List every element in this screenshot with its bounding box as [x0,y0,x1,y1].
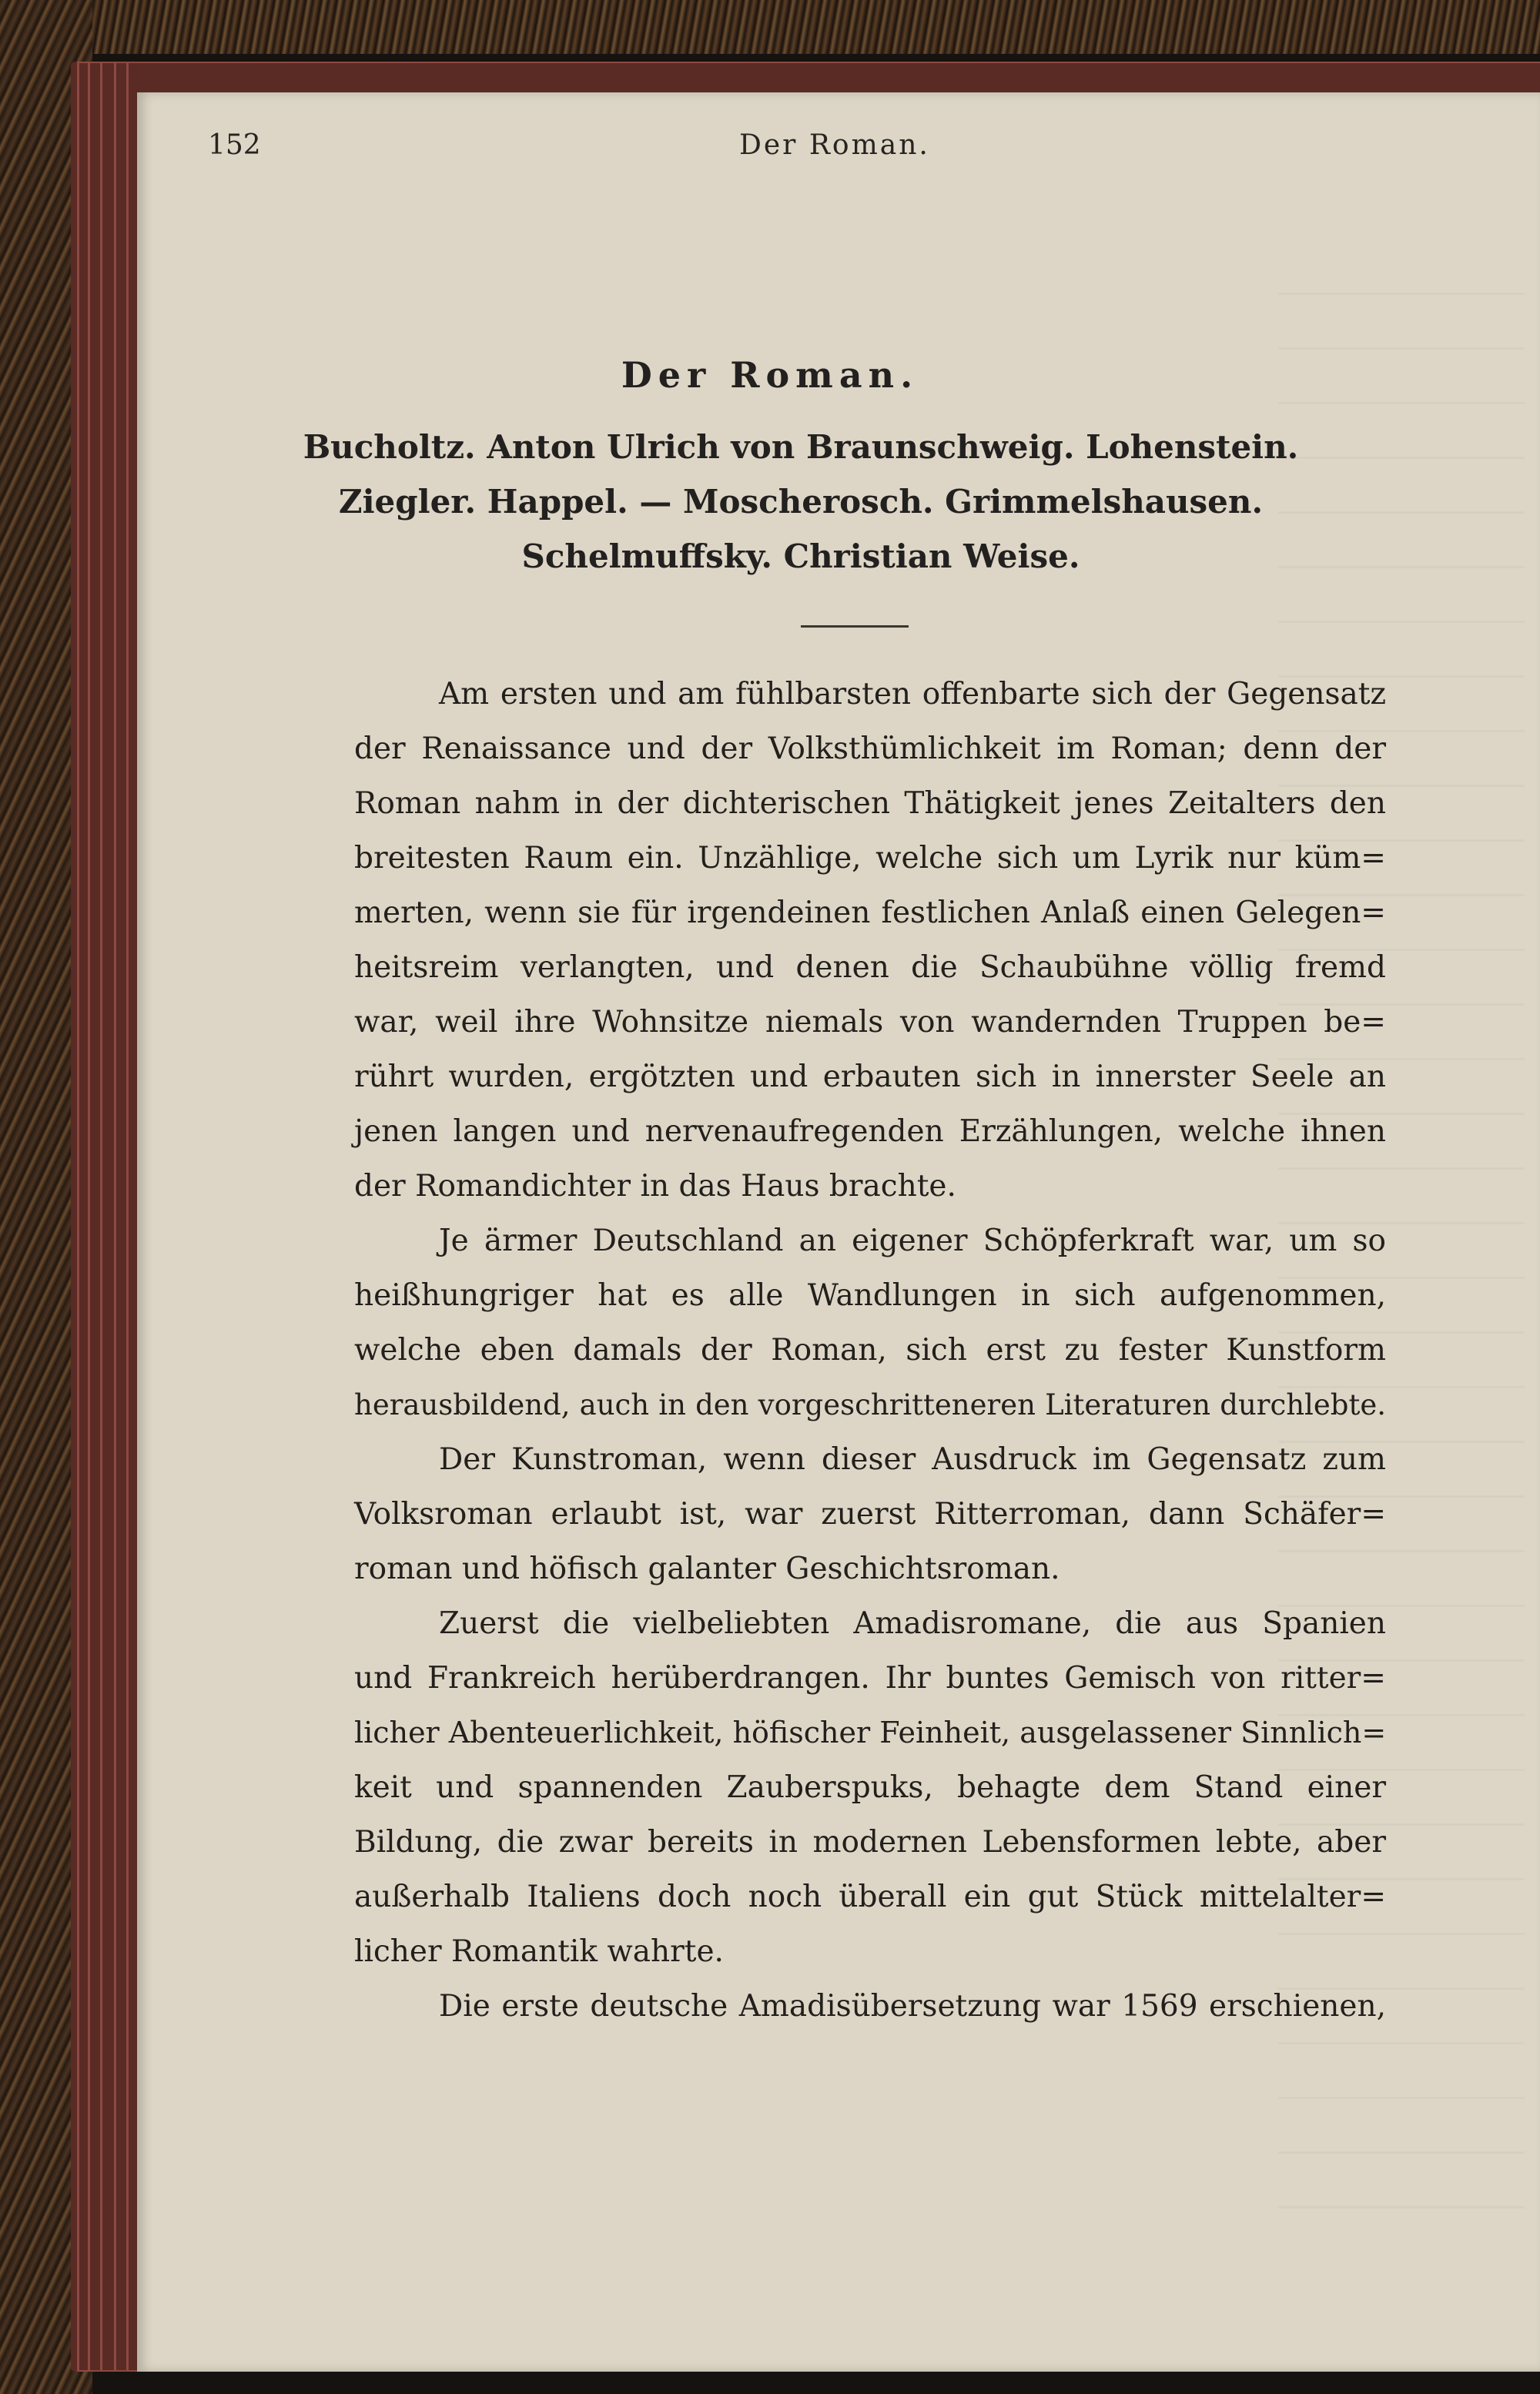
text-line: und Frankreich herüberdrangen. Ihr buntes Gemisch von ritter= [354,1661,1386,1696]
text-line: herausbildend, auch in den vorgeschritteneren Literaturen durchlebte. [354,1388,1386,1421]
text-line: der Renaissance und der Volksthümlichkeit im Roman; denn der [354,732,1386,766]
page-number: 152 [208,129,261,161]
text-line: Zuerst die vielbeliebten Amadisromane, die aus Spanien [439,1606,1386,1641]
text-line: der Romandichter in das Haus brachte. [354,1169,956,1204]
body-text [354,667,1386,2034]
text-line: Die erste deutsche Amadisübersetzung war 1569 erschienen, [439,1989,1386,2024]
text-line: jenen langen und nervenaufregenden Erzählungen, welche ihnen [354,1114,1386,1149]
text-line: licher Romantik wahrte. [354,1934,724,1969]
text-line: rührt wurden, ergötzten und erbauten sich in innerster Seele an [354,1060,1386,1094]
text-line: Volksroman erlaubt ist, war zuerst Ritterroman, dann Schäfer= [354,1497,1386,1532]
text-line: Bildung, die zwar bereits in modernen Lebensformen lebte, aber [354,1825,1386,1860]
book-cover-top-edge [0,0,1540,54]
text-line: roman und höfisch galanter Geschichtsroman. [354,1552,1060,1586]
chapter-subtitle-line: Bucholtz. Anton Ulrich von Braunschweig. Lohenstein. [303,428,1299,466]
text-line: breitesten Raum ein. Unzählige, welche sich um Lyrik nur küm= [354,841,1386,876]
running-head: Der Roman. [739,129,930,161]
chapter-title: Der Roman. [621,354,919,396]
text-line: merten, wenn sie für irgendeinen festlichen Anlaß einen Gelegen= [354,896,1386,930]
text-line: Der Kunstroman, wenn dieser Ausdruck im Gegensatz zum [439,1442,1386,1477]
text-line: welche eben damals der Roman, sich erst zu fester Kunstform [354,1333,1386,1368]
text-line: Am ersten und am fühlbarsten offenbarte sich der Gegensatz [439,677,1386,712]
chapter-subtitle-line: Schelmuffsky. Christian Weise. [521,537,1080,575]
text-line: war, weil ihre Wohnsitze niemals von wandernden Truppen be= [354,1005,1386,1040]
text-line: heitsreim verlangten, und denen die Schaubühne völlig fremd [354,950,1386,985]
text-line: keit und spannenden Zauberspuks, behagte dem Stand einer [354,1770,1386,1805]
text-line: Roman nahm in der dichterischen Thätigkeit jenes Zeitalters den [354,786,1386,821]
text-line: licher Abenteuerlichkeit, höfischer Feinheit, ausgelassener Sinnlich= [354,1716,1387,1749]
text-line: heißhungriger hat es alle Wandlungen in sich aufgenommen, [354,1278,1386,1313]
chapter-subtitle-line: Ziegler. Happel. — Moscherosch. Grimmelshausen. [338,483,1264,521]
section-divider [801,625,909,628]
page-header [208,129,1378,176]
text-line: Je ärmer Deutschland an eigener Schöpferkraft war, um so [439,1224,1386,1258]
text-line: außerhalb Italiens doch noch überall ein gut Stück mittelalter= [354,1880,1386,1914]
